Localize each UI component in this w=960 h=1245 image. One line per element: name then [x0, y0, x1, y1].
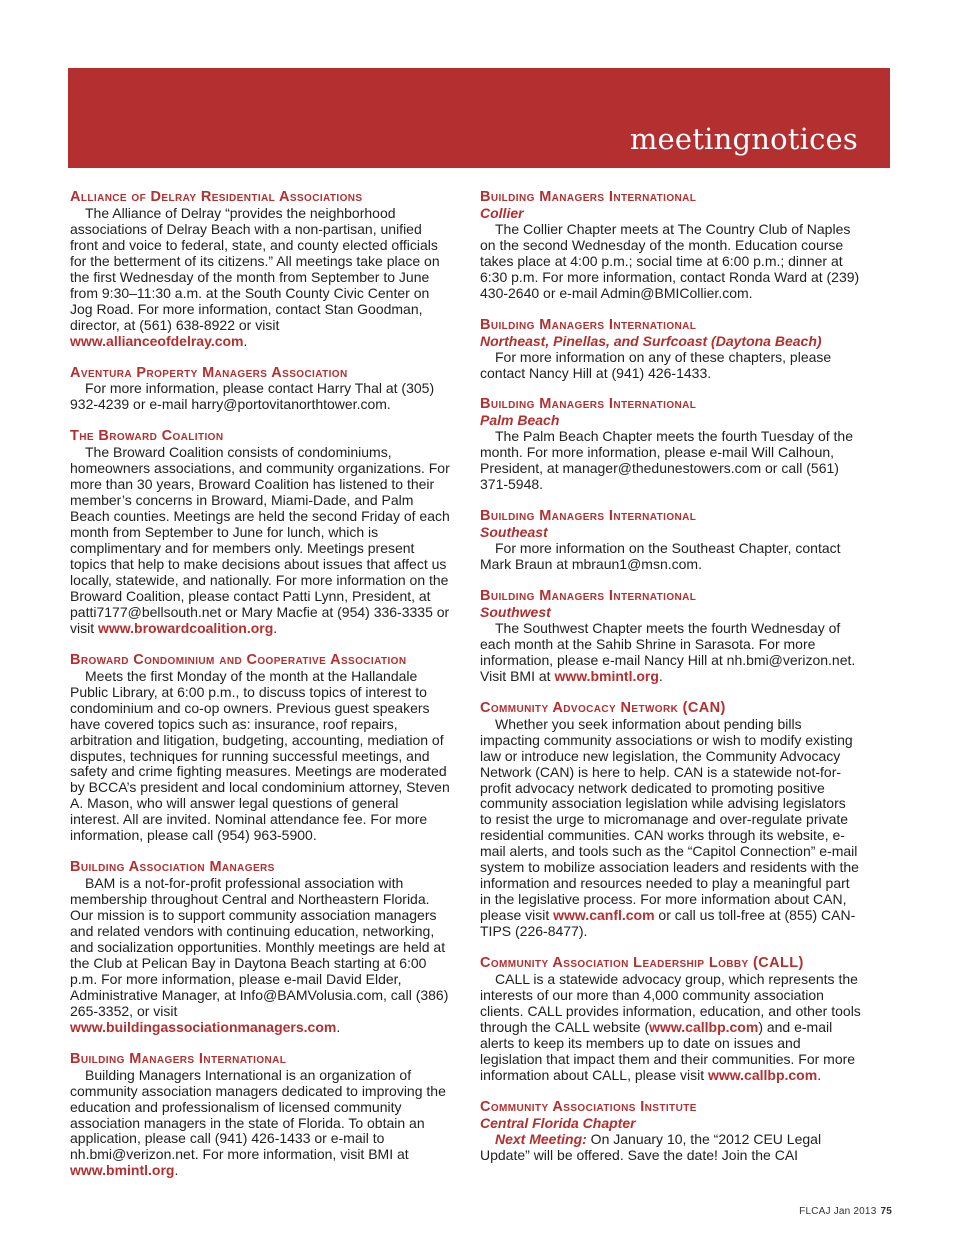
notice-bmi-southeast [480, 509, 861, 573]
body-text: The Alliance of Delray “provides the neighborhood associations of Delray Beach with a non-partisan, unified front and voice to federal, state, and county elected officials for the betterment of its citizens.” All meetings take place on the first Wednesday of the month from September to June from 9:30–11:30 a.m. at the South County Civic Center on Jog Road. For more information, contact Stan Goodman, director, at (561) 638-8922 or visit [70, 204, 440, 333]
body-tail: . [243, 332, 248, 349]
org-name: Community Association Leadership Lobby (CALL) [480, 955, 804, 972]
org-body: For more information, please contact Harry Thal at (305) 932-4239 or e-mail harry@portovitanorthtower.com. [70, 380, 435, 413]
website-link[interactable]: www.callbp.com [649, 1018, 759, 1035]
org-name: Building Managers International [480, 588, 697, 605]
body-tail: . [658, 667, 663, 684]
org-body [70, 1068, 451, 1180]
website-link-2[interactable]: www.callbp.com [708, 1066, 818, 1083]
org-body: Meets the first Monday of the month at the Hallandale Public Library, at 6:00 p.m., to discuss topics of interest to condominium and co-op owners. Previous guest speakers have covered topics such as: insurance, roof repairs, arbitration and litigation, budgeting, accounting, mediation of disputes, techniques for running successful meetings, and safety and crime fighting measures. Meetings are moderated by BCCA’s president and local condominium attorney, Steven A. Mason, who will answer legal questions of general interest. All are invited. Nominal attendance fee. For more information, please call (954) 963-5900. [70, 667, 450, 844]
body-text: CALL is a statewide advocacy group, which represents the interests of our more than 4,000 community association clients. CALL provides information, education, and other tools through the CALL website ( [480, 970, 861, 1035]
body-tail: . [174, 1162, 179, 1179]
org-body [70, 445, 451, 636]
org-name: Building Managers International [480, 316, 697, 333]
org-body [480, 972, 861, 1084]
org-name: Community Associations Institute [480, 1098, 697, 1115]
org-name: Building Managers International [480, 396, 697, 413]
body-text: The Southwest Chapter meets the fourth Wednesday of each month at the Sahib Shrine in Sarasota. For more information, please e-mail Nancy Hill at nh.bmi@verizon.net. Visit BMI at [480, 619, 856, 684]
org-name: Community Advocacy Network (CAN) [480, 699, 726, 716]
org-name: Broward Condominium and Cooperative Association [70, 651, 407, 668]
notice-aventura [70, 366, 451, 414]
org-body [480, 717, 861, 940]
org-body: The Palm Beach Chapter meets the fourth Tuesday of the month. For more information, please e-mail Will Calhoun, President, at manager@thedunestowers.com or call (561) 371-5948. [480, 428, 853, 493]
website-link[interactable]: www.browardcoalition.org [98, 619, 274, 636]
body-middle: ) and e-mail alerts to keep its members up to date on issues and legislation that impact them and their communities. For more information about CALL, please visit [480, 1018, 856, 1083]
body-text: Whether you seek information about pending bills impacting community associations or wish to modify existing law or introduce new legislation, the Community Advocacy Network (CAN) is here to help. CAN is a statewide not-for-profit advocacy network dedicated to promoting positive community association legislation while advising legislators to resist the urge to micromanage and over-regulate private residential communities. CAN works through its website, e-mail alerts, and tools such as the “Capitol Connection” e-mail system to mobilize association leaders and residents with the information and resources needed to play a meaningful part in the legislative process. For more information about CAN, please visit [480, 715, 859, 924]
org-body [70, 876, 451, 1036]
org-name: Building Association Managers [70, 859, 275, 876]
notice-bmi-northeast [480, 318, 861, 382]
notice-alliance-delray [70, 190, 451, 350]
body-tail: . [336, 1018, 341, 1035]
org-body: For more information on any of these chapters, please contact Nancy Hill at (941) 426-1433. [480, 348, 832, 381]
org-name: Building Managers International [480, 189, 697, 205]
chapter-name: Northeast, Pinellas, and Surfcoast (Daytona Beach) [480, 332, 822, 349]
notice-bmi-collier [480, 190, 861, 302]
body-text: The Broward Coalition consists of condominiums, homeowners associations, and community organizations. For more than 30 years, Broward Coalition has listened to their member’s concerns in Broward, Miami-Dade, and Palm Beach counties. Meetings are held the second Friday of each month from September to June for lunch, which is complimentary and for members only. Meetings present topics that help to make decisions about issues that affect us locally, statewide, and nationally. For more information on the Broward Coalition, please contact Patti Lynn, President, at patti7177@bellsouth.net or Mary Macfie at (954) 336-3335 or visit [70, 444, 450, 636]
website-link[interactable]: www.allianceofdelray.com [70, 332, 244, 349]
next-meeting-label: Next Meeting: [495, 1130, 587, 1147]
body-tail: or call us toll-free at (855) CAN-TIPS (226-8477). [480, 907, 856, 940]
notice-call [480, 956, 861, 1084]
org-name: Aventura Property Managers Association [70, 364, 348, 381]
publication-label: FLCAJ Jan 2013 [799, 1206, 877, 1217]
section-banner [68, 68, 890, 168]
notice-can [480, 701, 861, 940]
chapter-name: Southeast [480, 524, 548, 541]
website-link[interactable]: www.bmintl.org [554, 667, 659, 684]
body-tail: . [817, 1066, 822, 1083]
org-body [480, 1132, 861, 1164]
org-name: Building Managers International [70, 1050, 287, 1067]
chapter-name: Southwest [480, 603, 551, 620]
notice-bam [70, 860, 451, 1035]
notice-broward-coalition [70, 429, 451, 636]
left-column [70, 190, 451, 1195]
website-link[interactable]: www.canfl.com [553, 907, 655, 924]
org-body [480, 621, 861, 685]
website-link[interactable]: www.buildingassociationmanagers.com [70, 1018, 337, 1035]
org-name: Building Managers International [480, 508, 697, 525]
notice-bmi-palm-beach [480, 397, 861, 493]
notice-bmi [70, 1052, 451, 1180]
org-body: The Collier Chapter meets at The Country Club of Naples on the second Wednesday of the month. Education course takes place at 4:00 p.m.; social time at 6:00 p.m.; dinner at 6:30 p.m. For more information, contact Ronda Ward at (239) 430-2640 or e-mail Admin@BMICollier.com. [480, 220, 860, 301]
org-name: Alliance of Delray Residential Associations [70, 189, 363, 205]
body-tail: . [273, 619, 278, 636]
page-footer [799, 1206, 892, 1217]
page-number: 75 [880, 1206, 892, 1217]
chapter-name: Central Florida Chapter [480, 1114, 636, 1131]
org-name: The Broward Coalition [70, 428, 224, 445]
website-link[interactable]: www.bmintl.org [70, 1162, 175, 1179]
chapter-name: Palm Beach [480, 412, 560, 429]
org-body [70, 206, 451, 350]
notice-bmi-southwest [480, 589, 861, 685]
chapter-name: Collier [480, 204, 524, 221]
notice-cai [480, 1100, 861, 1164]
org-body: For more information on the Southeast Chapter, contact Mark Braun at mbraun1@msn.com. [480, 540, 841, 573]
notice-bcca [70, 653, 451, 844]
right-column [480, 190, 861, 1179]
body-text: Building Managers International is an organization of community association managers dedicated to improving the education and professionalism of licensed community association managers in the state of Florida. To obtain an application, please call (941) 426-1433 or e-mail to nh.bmi@verizon.net. For more information, visit BMI at [70, 1066, 446, 1163]
body-text: On January 10, the “2012 CEU Legal Update” will be offered. Save the date! Join the CAI [480, 1130, 822, 1163]
body-text: BAM is a not-for-profit professional association with membership throughout Central and Northeastern Florida. Our mission is to support community association managers and related vendors with continuing education, networking, and socialization opportunities. Monthly meetings are held at the Club at Pelican Bay in Daytona Beach starting at 6:00 p.m. For more information, please e-mail David Elder, Administrative Manager, at Info@BAMVolusia.com, call (386) 265-3352, or visit [70, 875, 449, 1019]
section-title: meetingnotices [629, 122, 858, 156]
